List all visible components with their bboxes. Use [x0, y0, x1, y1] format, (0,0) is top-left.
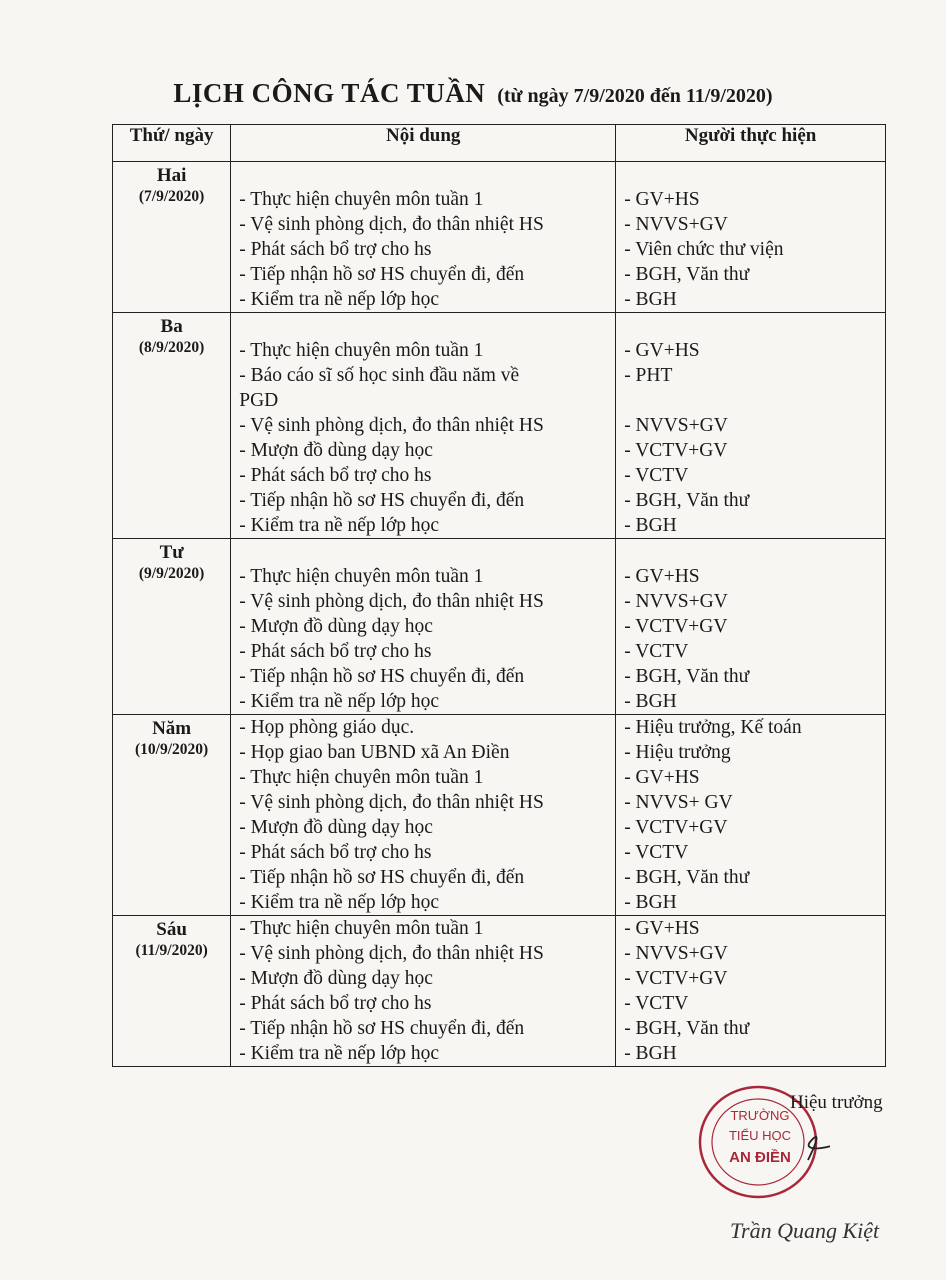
task-item: - Tiếp nhận hồ sơ HS chuyển đi, đến: [239, 490, 525, 511]
person-item: - NVVS+GV: [624, 943, 728, 964]
person-item: - GV+HS: [624, 767, 700, 788]
person-item: - BGH, Văn thư: [624, 666, 750, 687]
schedule-table: [112, 124, 886, 1067]
document-title: LỊCH CÔNG TÁC TUẦN: [173, 78, 486, 108]
person-item: - GV+HS: [624, 340, 700, 361]
person-item: - BGH, Văn thư: [624, 1018, 750, 1039]
person-item: - BGH: [624, 515, 677, 536]
person-item: - Hiệu trưởng, Kế toán: [624, 717, 802, 738]
person-item: - BGH, Văn thư: [624, 867, 750, 888]
day-cell: [113, 539, 231, 715]
task-item: - Vệ sinh phòng dịch, đo thân nhiệt HS: [239, 792, 544, 813]
task-item: - Họp giao ban UBND xã An Điền: [239, 742, 510, 763]
person-item: - VCTV+GV: [624, 440, 728, 461]
task-item: - Kiểm tra nề nếp lớp học: [239, 1043, 440, 1064]
table-row: [113, 313, 886, 539]
person-item: - Hiệu trưởng: [624, 742, 731, 763]
person-item: - VCTV+GV: [624, 616, 728, 637]
task-item: - Kiểm tra nề nếp lớp học: [239, 691, 440, 712]
task-item: - Mượn đồ dùng dạy học: [239, 817, 433, 838]
task-item: - Vệ sinh phòng dịch, đo thân nhiệt HS: [239, 214, 544, 235]
task-item: - Báo cáo sĩ số học sinh đầu năm về: [239, 365, 520, 386]
column-header-day: Thứ/ ngày: [113, 125, 231, 162]
person-item: - Viên chức thư viện: [624, 239, 784, 260]
person-item: - BGH, Văn thư: [624, 490, 750, 511]
task-item: - Phát sách bổ trợ cho hs: [239, 993, 432, 1014]
day-cell: [113, 313, 231, 539]
task-item: - Thực hiện chuyên môn tuần 1: [239, 566, 484, 587]
svg-text:AN ĐIỀN: AN ĐIỀN: [729, 1149, 791, 1166]
person-item: - GV+HS: [624, 189, 700, 210]
task-item: - Vệ sinh phòng dịch, đo thân nhiệt HS: [239, 415, 544, 436]
content-cell: [231, 916, 616, 1067]
task-item: - Kiểm tra nề nếp lớp học: [239, 289, 440, 310]
signature-title: Hiệu trưởng: [790, 1092, 883, 1113]
column-header-person: Người thực hiện: [616, 125, 886, 162]
task-item: - Phát sách bổ trợ cho hs: [239, 465, 432, 486]
task-item: - Vệ sinh phòng dịch, đo thân nhiệt HS: [239, 943, 544, 964]
task-item: - Mượn đồ dùng dạy học: [239, 440, 433, 461]
document-header: [0, 78, 946, 109]
task-item: - Họp phòng giáo dục.: [239, 717, 415, 738]
day-name: Hai: [156, 165, 187, 186]
person-item: - BGH: [624, 691, 677, 712]
content-cell: [231, 313, 616, 539]
person-item: - VCTV+GV: [624, 817, 728, 838]
task-item: - Mượn đồ dùng dạy học: [239, 968, 433, 989]
person-item: - VCTV: [624, 993, 689, 1014]
person-item: - BGH: [624, 289, 677, 310]
person-item: - BGH: [624, 892, 677, 913]
table-header-row: [113, 125, 886, 162]
day-cell: [113, 916, 231, 1067]
task-item: - Kiểm tra nề nếp lớp học: [239, 515, 440, 536]
task-item: PGD: [239, 390, 279, 411]
day-date: (7/9/2020): [138, 188, 205, 205]
person-item: - BGH: [624, 1043, 677, 1064]
person-cell: [616, 539, 886, 715]
signer-name: Trần Quang Kiệt: [730, 1218, 880, 1243]
day-cell: [113, 715, 231, 916]
content-cell: [231, 539, 616, 715]
task-item: - Phát sách bổ trợ cho hs: [239, 842, 432, 863]
person-item: - BGH, Văn thư: [624, 264, 750, 285]
table-row: [113, 715, 886, 916]
column-header-content: Nội dung: [231, 125, 616, 162]
person-item: - VCTV+GV: [624, 968, 728, 989]
person-cell: [616, 916, 886, 1067]
task-item: - Thực hiện chuyên môn tuần 1: [239, 340, 484, 361]
person-item: - PHT: [624, 365, 673, 386]
task-item: - Phát sách bổ trợ cho hs: [239, 239, 432, 260]
task-item: - Thực hiện chuyên môn tuần 1: [239, 767, 484, 788]
task-item: - Mượn đồ dùng dạy học: [239, 616, 433, 637]
task-item: - Tiếp nhận hồ sơ HS chuyển đi, đến: [239, 867, 525, 888]
person-item: - VCTV: [624, 641, 689, 662]
content-cell: [231, 715, 616, 916]
person-item: - NVVS+ GV: [624, 792, 733, 813]
person-item: - GV+HS: [624, 566, 700, 587]
person-item: - VCTV: [624, 842, 689, 863]
table-row: [113, 916, 886, 1067]
day-name: Tư: [159, 542, 184, 563]
person-cell: [616, 715, 886, 916]
day-name: Sáu: [156, 919, 187, 940]
day-cell: [113, 162, 231, 313]
svg-text:TIỂU HỌC: TIỂU HỌC: [728, 1128, 792, 1143]
task-item: - Vệ sinh phòng dịch, đo thân nhiệt HS: [239, 591, 544, 612]
task-item: - Tiếp nhận hồ sơ HS chuyển đi, đến: [239, 666, 525, 687]
person-item: - VCTV: [624, 465, 689, 486]
task-item: - Tiếp nhận hồ sơ HS chuyển đi, đến: [239, 264, 525, 285]
day-date: (10/9/2020): [135, 741, 209, 758]
person-item: - GV+HS: [624, 918, 700, 939]
document-date-range: (từ ngày 7/9/2020 đến 11/9/2020): [497, 85, 773, 107]
person-item: - NVVS+GV: [624, 214, 728, 235]
signature-block: [690, 1080, 910, 1243]
day-name: Ba: [160, 316, 183, 337]
day-date: (8/9/2020): [138, 339, 205, 356]
content-cell: [231, 162, 616, 313]
day-date: (9/9/2020): [138, 565, 205, 582]
svg-text:TRƯỜNG: TRƯỜNG: [730, 1108, 790, 1123]
person-cell: [616, 162, 886, 313]
day-date: (11/9/2020): [135, 942, 208, 959]
task-item: - Thực hiện chuyên môn tuần 1: [239, 918, 484, 939]
task-item: - Phát sách bổ trợ cho hs: [239, 641, 432, 662]
table-row: [113, 162, 886, 313]
task-item: - Tiếp nhận hồ sơ HS chuyển đi, đến: [239, 1018, 525, 1039]
task-item: - Kiểm tra nề nếp lớp học: [239, 892, 440, 913]
person-item: - NVVS+GV: [624, 415, 728, 436]
day-name: Năm: [152, 718, 192, 739]
person-cell: [616, 313, 886, 539]
person-item: - NVVS+GV: [624, 591, 728, 612]
table-row: [113, 539, 886, 715]
task-item: - Thực hiện chuyên môn tuần 1: [239, 189, 484, 210]
